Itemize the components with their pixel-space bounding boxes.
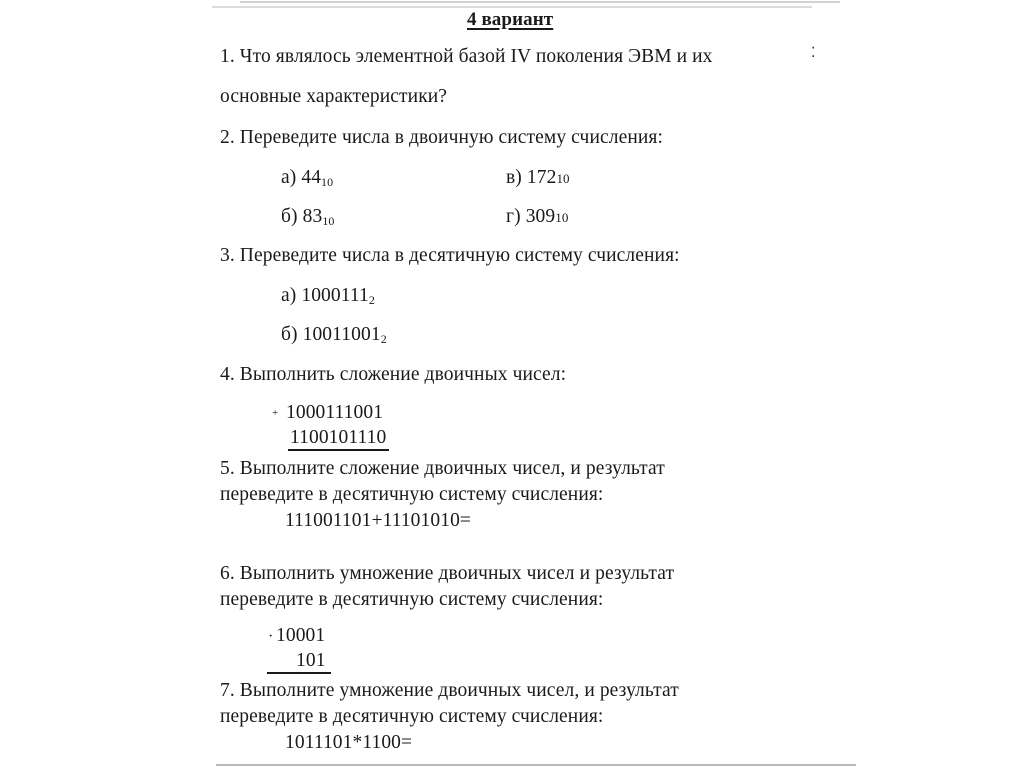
task-5-line-2: переведите в десятичную систему счисления: <box>220 484 604 505</box>
bottom-rule <box>216 764 856 766</box>
item-value: 44 <box>301 167 322 188</box>
item-label: б) <box>281 206 298 227</box>
item-label: а) <box>281 285 297 306</box>
task-3-text: 3. Переведите числа в десятичную систему счисления: <box>220 245 680 266</box>
item-label: а) <box>281 167 297 188</box>
task-6-line-2: переведите в десятичную систему счисления: <box>220 589 604 610</box>
item-base: 10 <box>321 175 334 189</box>
item-value: 309 <box>525 206 556 227</box>
item-base: 2 <box>380 332 387 346</box>
task-6-operand-1: 10001 <box>276 625 326 646</box>
margin-mark: ⁚ <box>811 46 816 61</box>
task-6-line-1: 6. Выполнить умножение двоичных чисел и результат <box>220 563 675 584</box>
task-7-expression: 1011101*1100= <box>285 732 413 753</box>
item-label: г) <box>506 206 521 227</box>
task-2-item-b <box>281 207 335 227</box>
task-1-line-1: 1. Что являлось элементной базой IV поколения ЭВМ и их <box>220 46 713 67</box>
item-base: 10 <box>556 171 570 186</box>
task-2-item-g <box>506 207 568 227</box>
item-base: 10 <box>322 214 335 228</box>
task-2-item-v <box>506 168 570 188</box>
item-value: 172 <box>526 167 557 188</box>
task-2-item-a <box>281 168 333 188</box>
task-7-line-2: переведите в десятичную систему счисления: <box>220 706 604 727</box>
task-2-text: 2. Переведите числа в двоичную систему счисления: <box>220 127 663 148</box>
item-value: 83 <box>302 206 323 227</box>
item-value: 1000111 <box>301 285 369 306</box>
item-base: 10 <box>555 210 569 225</box>
task-6-operand-2: 101 <box>296 650 326 671</box>
task-4-sum-line <box>288 449 389 451</box>
task-5-expression: 111001101+11101010= <box>285 510 472 531</box>
multiply-sign: · <box>268 628 274 645</box>
top-inner-rule <box>212 6 812 8</box>
task-4-operand-1: 1000111001 <box>286 402 384 423</box>
plus-sign: + <box>272 407 279 419</box>
task-7-line-1: 7. Выполните умножение двоичных чисел, и результат <box>220 680 679 701</box>
page-title: 4 вариант <box>467 9 554 30</box>
task-6-product-line <box>267 672 331 674</box>
task-3-item-a <box>281 286 375 306</box>
item-value: 10011001 <box>302 324 381 345</box>
task-3-item-b <box>281 325 387 345</box>
item-label: б) <box>281 324 298 345</box>
top-edge-rule <box>240 1 840 3</box>
task-5-line-1: 5. Выполните сложение двоичных чисел, и результат <box>220 458 665 479</box>
task-1-line-2: основные характеристики? <box>220 86 448 107</box>
task-4-text: 4. Выполнить сложение двоичных чисел: <box>220 364 567 385</box>
item-base: 2 <box>368 293 375 307</box>
task-4-operand-2: 1100101110 <box>290 427 387 448</box>
item-label: в) <box>506 167 522 188</box>
